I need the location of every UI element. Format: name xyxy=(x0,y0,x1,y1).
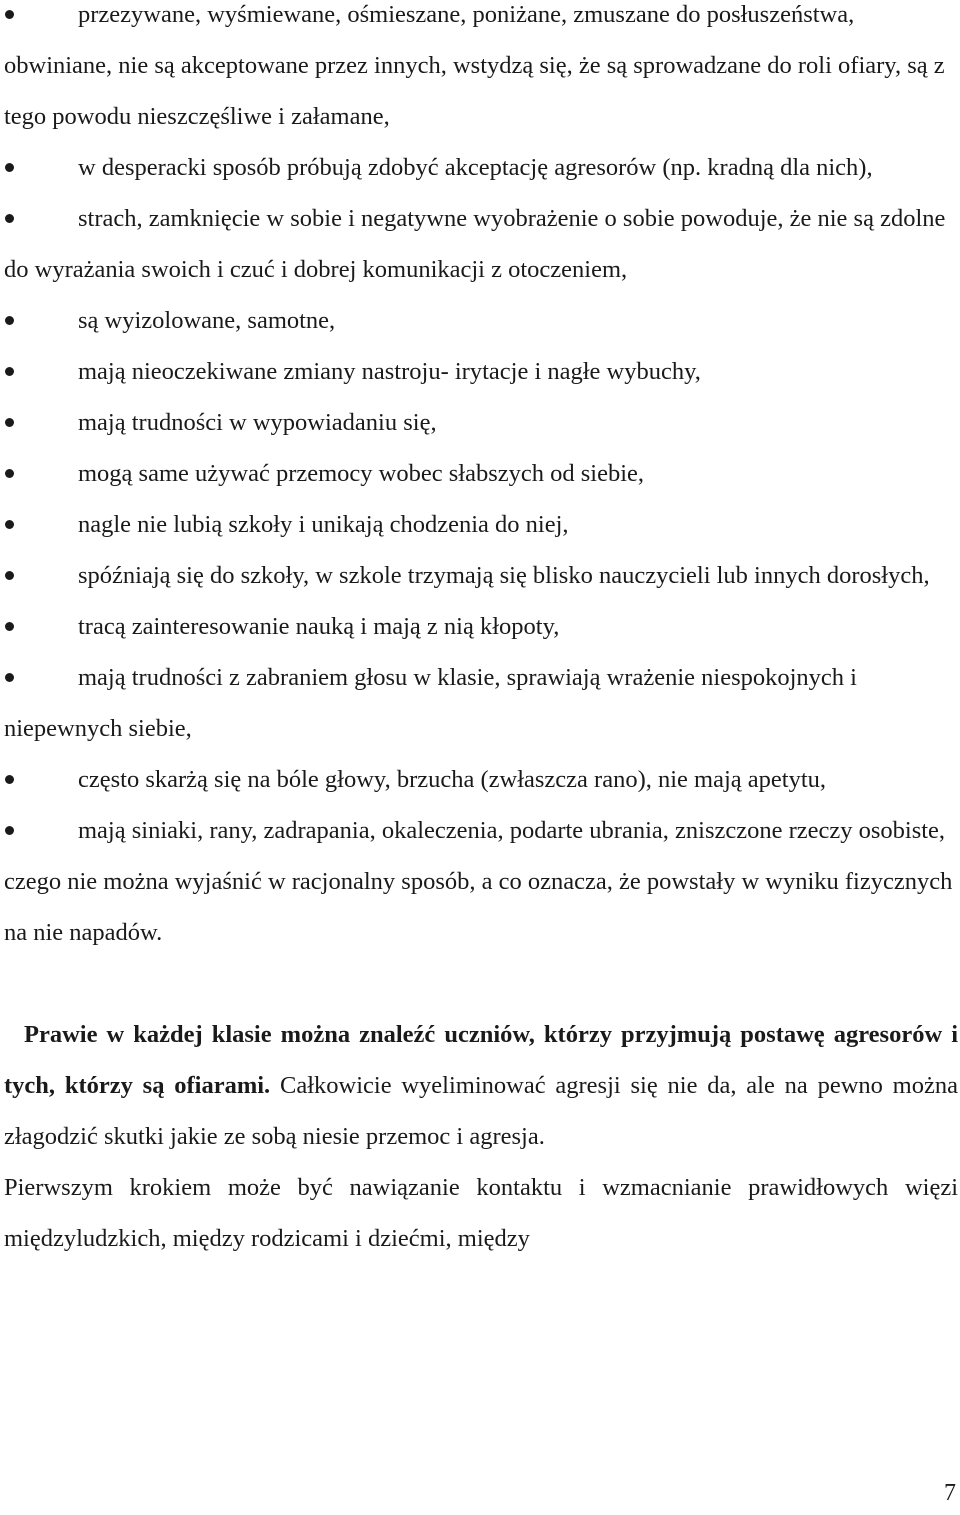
symptoms-list xyxy=(4,0,958,958)
list-item: przezywane, wyśmiewane, ośmieszane, poniżane, zmuszane do posłuszeństwa, obwiniane, nie są akceptowane przez innych, wstydzą się, że są sprowadzane do roli ofiary, są z tego powodu nieszczęśliwe i załamane, xyxy=(4,0,958,142)
list-item: tracą zainteresowanie nauką i mają z nią kłopoty, xyxy=(4,601,958,652)
list-item: są wyizolowane, samotne, xyxy=(4,295,958,346)
paragraph-agresors xyxy=(4,1009,958,1162)
paragraph-first-step: Pierwszym krokiem może być nawiązanie kontaktu i wzmacnianie prawidłowych więzi międzyludzkich, między rodzicami i dziećmi, między xyxy=(4,1174,958,1252)
paragraph-spacer xyxy=(4,958,958,1009)
bold-statement: Prawie w każdej klasie można znaleźć uczniów, którzy przyjmują postawę agresorów i tych, którzy są ofiarami. xyxy=(4,1021,958,1099)
list-item: w desperacki sposób próbują zdobyć akceptację agresorów (np. kradną dla nich), xyxy=(4,142,958,193)
list-item: spóźniają się do szkoły, w szkole trzymają się blisko nauczycieli lub innych dorosłych, xyxy=(4,550,958,601)
list-item: strach, zamknięcie w sobie i negatywne wyobrażenie o sobie powoduje, że nie są zdolne do wyrażania swoich i czuć i dobrej komunikacji z otoczeniem, xyxy=(4,193,958,295)
list-item: mają siniaki, rany, zadrapania, okaleczenia, podarte ubrania, zniszczone rzeczy osobiste, czego nie można wyjaśnić w racjonalny sposób, a co oznacza, że powstały w wyniku fizycznych na nie napadów. xyxy=(4,805,958,958)
list-item: mają trudności z zabraniem głosu w klasie, sprawiają wrażenie niespokojnych i niepewnych siebie, xyxy=(4,652,958,754)
list-item: mają trudności w wypowiadaniu się, xyxy=(4,397,958,448)
paragraph-text: Całkowicie wyeliminować agresji się nie da, ale na pewno można złagodzić skutki jakie ze sobą niesie przemoc i agresja. xyxy=(4,1072,958,1150)
document-page xyxy=(4,0,958,1264)
list-item: mają nieoczekiwane zmiany nastroju- irytacje i nagłe wybuchy, xyxy=(4,346,958,397)
list-item: nagle nie lubią szkoły i unikają chodzenia do niej, xyxy=(4,499,958,550)
page-number: 7 xyxy=(944,1480,956,1506)
list-item: mogą same używać przemocy wobec słabszych od siebie, xyxy=(4,448,958,499)
list-item: często skarżą się na bóle głowy, brzucha (zwłaszcza rano), nie mają apetytu, xyxy=(4,754,958,805)
